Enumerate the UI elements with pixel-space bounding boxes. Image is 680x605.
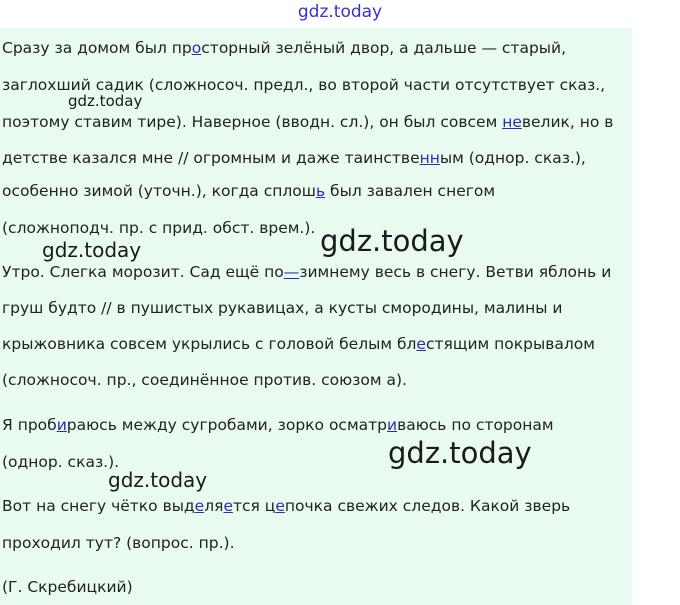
text-line <box>2 370 407 390</box>
watermark: gdz.today <box>388 436 532 470</box>
text-segment: велик, но в <box>521 113 614 131</box>
text-segment: раюсь между сугробами, зорко осматр <box>66 416 388 434</box>
spelling-highlight: нн <box>419 149 440 167</box>
spelling-highlight: е <box>223 497 233 515</box>
text-segment: ым (однор. сказ.), <box>439 149 586 167</box>
text-segment: почка свежих следов. Какой зверь <box>284 497 571 515</box>
text-segment: ваюсь по сторонам <box>397 416 554 434</box>
text-line <box>2 298 562 318</box>
text-line <box>2 148 586 168</box>
text-segment: сторный зелёный двор, а дальше — старый, <box>201 39 567 57</box>
text-segment: ля <box>204 497 224 515</box>
text-line <box>2 38 566 58</box>
text-segment: проходил тут? (вопрос. пр.). <box>2 534 235 552</box>
text-line <box>2 181 495 201</box>
watermark: gdz.today <box>108 468 208 492</box>
text-line <box>2 334 595 354</box>
spelling-highlight: не <box>502 113 522 131</box>
text-segment: тся ц <box>232 497 276 515</box>
text-segment: заглохший садик (сложносоч. предл., во второй части отсутствует сказ., <box>2 76 606 94</box>
spelling-highlight: и <box>387 416 398 434</box>
text-line <box>2 577 133 597</box>
watermark: gdz.today <box>42 238 142 262</box>
text-segment: детстве казался мне // огромным и даже таинстве <box>2 149 420 167</box>
text-segment: Сразу за домом был пр <box>2 39 192 57</box>
text-line <box>2 218 315 238</box>
text-segment: Утро. Слегка морозит. Сад ещё по <box>2 263 284 281</box>
spelling-highlight: и <box>56 416 67 434</box>
text-segment: (Г. Скребицкий) <box>2 578 133 596</box>
text-line <box>2 415 554 435</box>
text-segment: поэтому ставим тире). Наверное (вводн. сл.), он был совсем <box>2 113 503 131</box>
text-segment: был завален снегом <box>325 182 496 200</box>
text-segment: стящим покрывалом <box>425 335 595 353</box>
text-segment: (сложносоч. пр., соединённое против. союзом а). <box>2 371 407 389</box>
text-line <box>2 452 119 472</box>
text-line <box>2 262 611 282</box>
text-segment: (однор. сказ.). <box>2 453 120 471</box>
text-segment: особенно зимой (уточн.), когда сплош <box>2 182 316 200</box>
spelling-highlight: е <box>416 335 426 353</box>
text-line <box>2 533 235 553</box>
text-line <box>2 112 613 132</box>
spelling-highlight: е <box>275 497 285 515</box>
spelling-highlight: е <box>194 497 205 515</box>
text-segment: Я проб <box>2 416 57 434</box>
text-segment: груш будто // в пушистых рукавицах, а кусты смородины, малины и <box>2 299 563 317</box>
watermark: gdz.today <box>320 224 464 258</box>
spelling-highlight: о <box>191 39 202 57</box>
watermark: gdz.today <box>68 92 143 110</box>
watermark-top: gdz.today <box>297 2 383 22</box>
text-segment: крыжовника совсем укрылись с головой белым бл <box>2 335 417 353</box>
text-segment: зимнему весь в снегу. Ветви яблонь и <box>299 263 612 281</box>
text-segment: (сложноподч. пр. с прид. обст. врем.). <box>2 219 316 237</box>
text-line <box>2 496 570 516</box>
spelling-highlight: — <box>283 263 300 281</box>
text-segment: Вот на снегу чётко выд <box>2 497 195 515</box>
spelling-highlight: ь <box>315 182 326 200</box>
